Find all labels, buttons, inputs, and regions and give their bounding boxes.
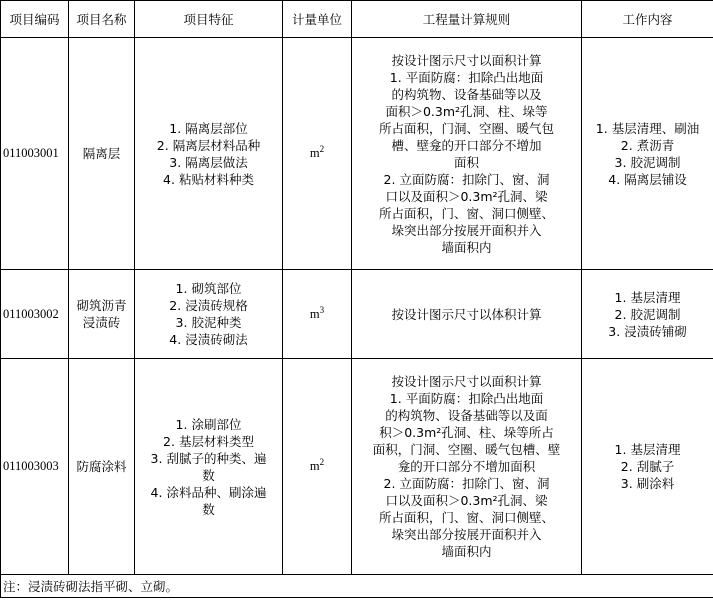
feature-line: 4. 涂料品种、刷涂遍 bbox=[150, 484, 267, 500]
table-note: 注：浸渍砖砌法指平砌、立砌。 bbox=[1, 575, 713, 598]
feature-line: 3. 刮腻子的种类、遍 bbox=[150, 450, 267, 466]
item-rule bbox=[352, 38, 582, 270]
rule-line: 按设计图示尺寸以面积计算 bbox=[391, 374, 542, 389]
feature-line: 2. 基层材料类型 bbox=[163, 433, 254, 449]
item-rule bbox=[352, 359, 582, 575]
rule-line: 2. 立面防腐：扣除门、窗、洞 bbox=[383, 171, 550, 187]
rule-line: 1. 平面防腐：扣除凸出地面 bbox=[389, 391, 544, 406]
table-row bbox=[1, 38, 713, 270]
feature-line: 1. 隔离层部位 bbox=[169, 120, 248, 136]
rule-line: 2. 立面防腐：扣除门、窗、洞 bbox=[383, 476, 550, 491]
table-row bbox=[1, 359, 713, 575]
rule-line: 所占面积，门洞、空圈、暖气包 bbox=[378, 120, 554, 136]
item-code: 011003001 bbox=[1, 38, 69, 270]
header-code: 项目编码 bbox=[1, 1, 69, 38]
unit-exponent: 2 bbox=[319, 456, 325, 467]
header-name: 项目名称 bbox=[69, 1, 135, 38]
item-features bbox=[135, 359, 283, 575]
work-line: 3. 胶泥调制 bbox=[614, 154, 681, 170]
rule-line: 面积 bbox=[453, 154, 479, 170]
item-features bbox=[135, 270, 283, 359]
feature-line: 2. 隔离层材料品种 bbox=[156, 137, 261, 153]
item-name-line: 浸渍砖 bbox=[82, 315, 121, 330]
rule-line: 口以及面积＞0.3m²孔洞、梁 bbox=[385, 188, 548, 204]
feature-line: 4. 浸渍砖砌法 bbox=[169, 332, 248, 347]
unit-base: m bbox=[309, 306, 320, 321]
rule-line: 垛突出部分按展开面积并入 bbox=[391, 527, 542, 542]
unit-exponent: 3 bbox=[319, 304, 325, 315]
item-name-line: 砌筑沥青 bbox=[76, 298, 127, 313]
header-rule: 工程量计算规则 bbox=[352, 1, 582, 38]
header-row bbox=[1, 1, 713, 38]
work-line: 3. 刷涂料 bbox=[620, 476, 675, 491]
unit-exponent: 2 bbox=[319, 143, 325, 154]
rule-line: 按设计图示尺寸以体积计算 bbox=[391, 306, 542, 322]
item-code: 011003003 bbox=[1, 359, 69, 575]
item-name bbox=[69, 359, 135, 575]
feature-line: 3. 隔离层做法 bbox=[169, 154, 248, 170]
header-features: 项目特征 bbox=[135, 1, 283, 38]
rule-line: 面积＞0.3m²孔洞、柱、垛等 bbox=[385, 103, 548, 119]
note-row bbox=[1, 575, 713, 598]
item-unit bbox=[283, 359, 352, 575]
feature-line: 3. 胶泥种类 bbox=[175, 315, 242, 330]
rule-line: 所占面积，门、窗、洞口侧壁、 bbox=[378, 510, 554, 525]
item-work bbox=[582, 359, 713, 575]
work-line: 3. 浸渍砖铺砌 bbox=[608, 323, 687, 339]
item-work bbox=[582, 38, 713, 270]
work-line: 2. 刮腻子 bbox=[620, 459, 675, 474]
item-name bbox=[69, 38, 135, 270]
item-features bbox=[135, 38, 283, 270]
item-name bbox=[69, 270, 135, 359]
rule-line: 口以及面积＞0.3m²孔洞、梁 bbox=[385, 493, 548, 508]
unit-base: m bbox=[309, 146, 320, 160]
table-row bbox=[1, 270, 713, 359]
rule-line: 墙面积内 bbox=[441, 239, 492, 255]
rule-line: 垛突出部分按展开面积并入 bbox=[391, 222, 542, 238]
work-line: 1. 基层清理 bbox=[614, 442, 681, 457]
item-unit bbox=[283, 270, 352, 359]
item-name-line: 防腐涂料 bbox=[76, 459, 127, 474]
rule-line: 的构筑物、设备基础等以及面 bbox=[385, 408, 548, 423]
feature-line: 1. 砌筑部位 bbox=[175, 281, 242, 296]
work-line: 2. 煮沥青 bbox=[620, 137, 675, 153]
rule-line: 槽、壁龛的开口部分不增加 bbox=[391, 137, 542, 153]
rule-line: 1. 平面防腐：扣除凸出地面 bbox=[389, 69, 544, 85]
feature-line: 2. 浸渍砖规格 bbox=[169, 298, 248, 313]
item-rule bbox=[352, 270, 582, 359]
header-work: 工作内容 bbox=[582, 1, 713, 38]
feature-line: 1. 涂刷部位 bbox=[175, 416, 242, 432]
feature-line: 4. 粘贴材料种类 bbox=[163, 171, 254, 187]
item-code: 011003002 bbox=[1, 270, 69, 359]
work-line: 1. 基层清理 bbox=[614, 289, 681, 305]
feature-line: 数 bbox=[202, 501, 215, 517]
unit-base: m bbox=[309, 459, 320, 473]
header-unit: 计量单位 bbox=[283, 1, 352, 38]
rule-line: 按设计图示尺寸以面积计算 bbox=[391, 52, 542, 68]
rule-line: 龛的开口部分不增加面积 bbox=[397, 459, 536, 474]
item-work bbox=[582, 270, 713, 359]
rule-line: 积＞0.3m²孔洞、柱、垛等所占 bbox=[379, 425, 554, 440]
rule-line: 面积，门洞、空圈、暖气包槽、壁 bbox=[372, 442, 561, 457]
work-line: 2. 胶泥调制 bbox=[614, 306, 681, 322]
feature-line: 数 bbox=[202, 467, 215, 483]
item-name-line: 隔离层 bbox=[82, 146, 121, 161]
work-line: 1. 基层清理、刷油 bbox=[595, 120, 700, 136]
rule-line: 所占面积，门、窗、洞口侧壁、 bbox=[378, 205, 554, 221]
work-line: 4. 隔离层铺设 bbox=[608, 171, 687, 187]
rule-line: 的构筑物、设备基础等以及 bbox=[391, 86, 542, 102]
item-unit bbox=[283, 38, 352, 270]
rule-line: 墙面积内 bbox=[441, 544, 492, 559]
